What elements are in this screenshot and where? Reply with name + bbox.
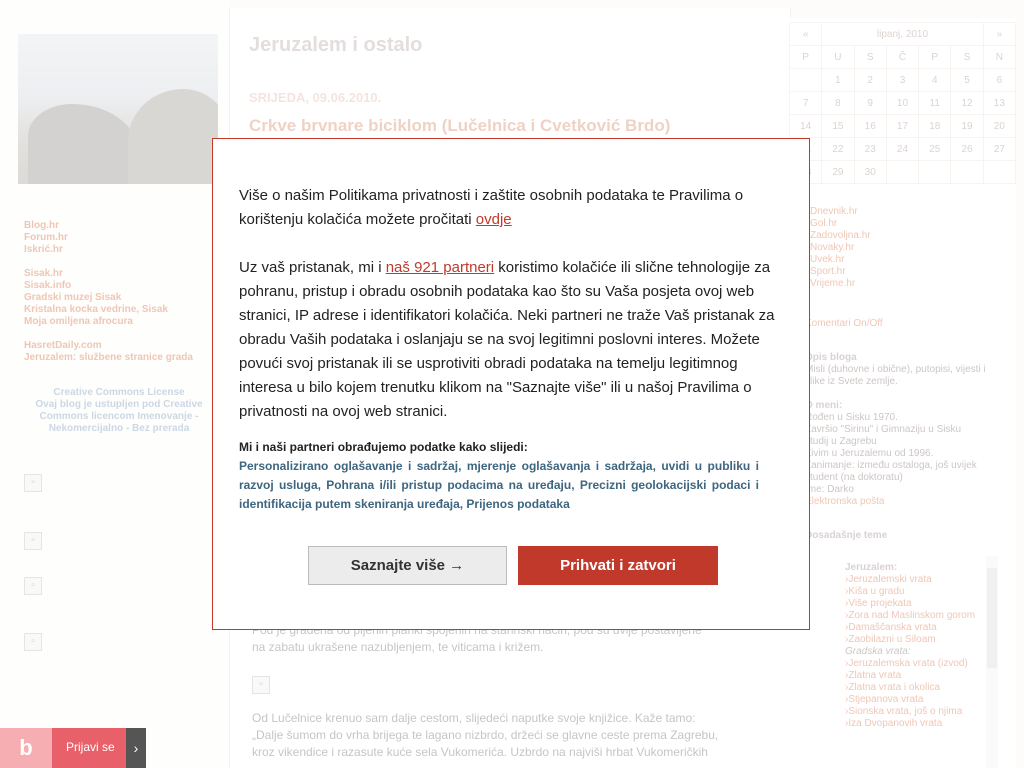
login-bar[interactable]: [0, 728, 146, 768]
consent-text: koristimo kolačiće ili slične tehnologije za pohranu, pristup i obradu osobnih podataka kao što su Vaša posjeta ovoj web stranici, IP adrese i identifikatori kolačića. Neki partneri ne traže Vaš pristanak za obradu Vaših podataka i oslanjaju se na svoj legitimni poslovni interes. Možete povući svoj pristanak ili se usprotiviti obradi podataka na temelju legitimnog interesa u bilo kojem trenutku klikom na "Saznajte više" ili u našoj Pravilima o privatnosti na ovoj web stranici.: [239, 259, 775, 420]
login-label[interactable]: Prijavi se: [66, 740, 115, 754]
consent-prefix: Uz vaš pristanak, mi i: [239, 259, 386, 276]
partners-link[interactable]: naš 921 partneri: [385, 259, 495, 276]
consent-paragraph: [239, 256, 789, 424]
purposes-list[interactable]: Personalizirano oglašavanje i sadržaj, mjerenje oglašavanja i sadržaja, uvidi u publiku i razvoj usluga, Pohrana i/ili pristup podacima na uređaju, Precizni geolokacijski podaci i identifikacija putem skeniranja uređaja, Prijenos podataka: [239, 459, 759, 511]
privacy-text: Više o našim Politikama privatnosti i zaštite osobnih podataka te Pravilima o korištenju kolačića možete pročitati: [239, 187, 744, 228]
blog-logo-icon[interactable]: b: [0, 728, 52, 768]
accept-close-button[interactable]: Prihvati i zatvori: [518, 546, 718, 585]
learn-more-button[interactable]: Saznajte više →: [308, 546, 507, 585]
purposes-heading: Mi i naši partneri obrađujemo podatke kako slijedi:: [239, 440, 528, 454]
privacy-paragraph: [239, 184, 789, 232]
privacy-link[interactable]: ovdje: [475, 211, 512, 228]
consent-dialog: [212, 138, 810, 630]
chevron-right-icon[interactable]: ›: [126, 728, 146, 768]
